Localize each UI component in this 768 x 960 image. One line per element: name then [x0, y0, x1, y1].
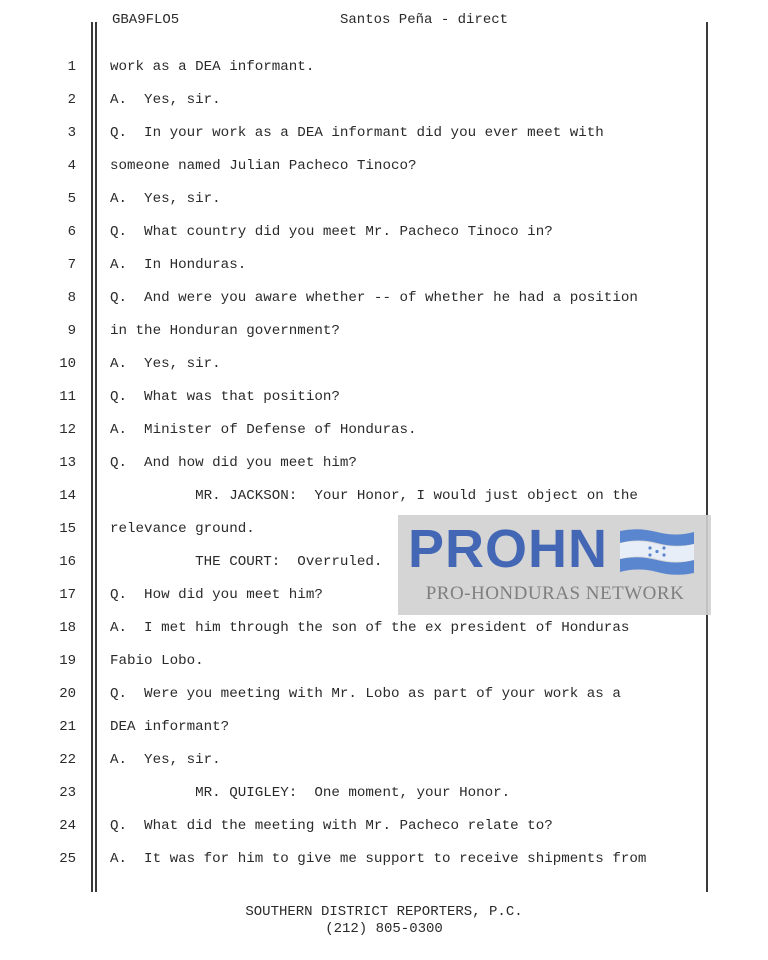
transcript-line: Q. And how did you meet him? — [110, 455, 357, 471]
line-number: 22 — [59, 752, 76, 768]
line-number: 13 — [59, 455, 76, 471]
line-number: 6 — [67, 224, 76, 240]
line-number: 12 — [59, 422, 76, 438]
line-number: 15 — [59, 521, 76, 537]
transcript-line: Q. And were you aware whether -- of whether he had a position — [110, 290, 638, 306]
line-number: 14 — [59, 488, 76, 504]
line-number: 10 — [59, 356, 76, 372]
line-number: 21 — [59, 719, 76, 735]
line-number: 2 — [67, 92, 76, 108]
line-number: 17 — [59, 587, 76, 603]
line-number: 19 — [59, 653, 76, 669]
prohn-watermark-logo — [398, 515, 711, 615]
transcript-line: A. Minister of Defense of Honduras. — [110, 422, 417, 438]
transcript-line: Q. Were you meeting with Mr. Lobo as part of your work as a — [110, 686, 621, 702]
line-number: 16 — [59, 554, 76, 570]
transcript-line: Q. What country did you meet Mr. Pacheco Tinoco in? — [110, 224, 553, 240]
line-number: 18 — [59, 620, 76, 636]
honduras-flag-icon — [620, 529, 694, 575]
line-number: 25 — [59, 851, 76, 867]
transcript-line: MR. QUIGLEY: One moment, your Honor. — [110, 785, 511, 801]
transcript-line: Q. What did the meeting with Mr. Pacheco relate to? — [110, 818, 553, 834]
transcript-line: A. I met him through the son of the ex president of Honduras — [110, 620, 630, 636]
transcript-line: MR. JACKSON: Your Honor, I would just object on the — [110, 488, 638, 504]
left-margin-rule-outer — [91, 22, 93, 892]
transcript-line: THE COURT: Overruled. — [110, 554, 383, 570]
line-number: 4 — [67, 158, 76, 174]
left-margin-rule-inner — [95, 22, 97, 892]
line-number: 5 — [67, 191, 76, 207]
transcript-line: Q. How did you meet him? — [110, 587, 323, 603]
transcript-line: A. Yes, sir. — [110, 191, 221, 207]
transcript-line: Q. What was that position? — [110, 389, 340, 405]
watermark-subtitle: PRO-HONDURAS NETWORK — [425, 583, 685, 604]
transcript-line: DEA informant? — [110, 719, 230, 735]
page-title: Santos Peña - direct — [340, 12, 509, 28]
transcript-line: Fabio Lobo. — [110, 653, 204, 669]
transcript-line: Q. In your work as a DEA informant did you ever meet with — [110, 125, 604, 141]
transcript-line: A. Yes, sir. — [110, 92, 221, 108]
footer-phone: (212) 805-0300 — [325, 921, 443, 937]
footer-reporter: SOUTHERN DISTRICT REPORTERS, P.C. — [245, 904, 523, 920]
case-code: GBA9FLO5 — [112, 12, 180, 28]
transcript-line: in the Honduran government? — [110, 323, 340, 339]
transcript-line: someone named Julian Pacheco Tinoco? — [110, 158, 417, 174]
watermark-title: PROHN — [408, 519, 609, 579]
line-number: 23 — [59, 785, 76, 801]
line-number: 20 — [59, 686, 76, 702]
transcript-line: A. It was for him to give me support to receive shipments from — [110, 851, 647, 867]
transcript-line: A. In Honduras. — [110, 257, 247, 273]
line-number: 8 — [67, 290, 76, 306]
right-margin-rule — [706, 22, 708, 892]
transcript-line: relevance ground. — [110, 521, 255, 537]
line-number: 3 — [67, 125, 76, 141]
line-number: 1 — [67, 59, 76, 75]
transcript-line: work as a DEA informant. — [110, 59, 315, 75]
line-number: 7 — [67, 257, 76, 273]
transcript-line: A. Yes, sir. — [110, 356, 221, 372]
transcript-line: A. Yes, sir. — [110, 752, 221, 768]
line-number: 11 — [59, 389, 76, 405]
line-number: 9 — [67, 323, 76, 339]
line-number: 24 — [59, 818, 76, 834]
